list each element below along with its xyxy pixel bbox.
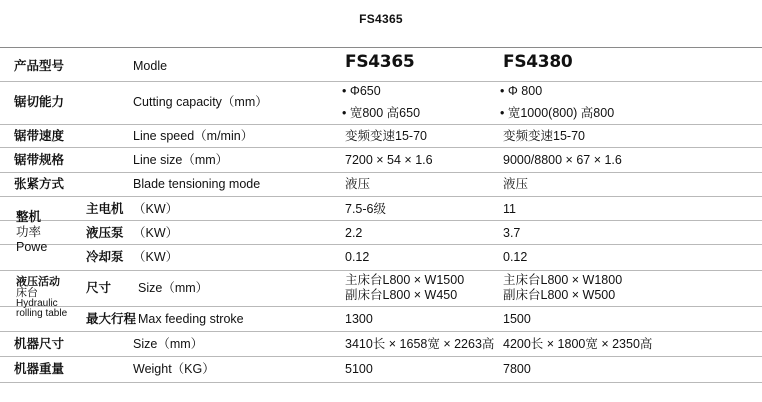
value-b: 4200长 × 1800宽 × 2350高: [503, 337, 653, 351]
value-a: 3410长 × 1658宽 × 2263高: [345, 337, 495, 351]
value-b: 0.12: [503, 250, 528, 264]
value-a: 5100: [345, 362, 373, 376]
table-top-rule: [0, 47, 762, 48]
value-a: 0.12: [345, 250, 370, 264]
row-label-en: Cutting capacity（mm）: [133, 95, 268, 109]
row-label-cn: 机器重量: [14, 362, 65, 376]
row-label-en: Line speed（m/min）: [133, 129, 254, 143]
value-b: • 宽1000(800) 高800: [500, 106, 615, 120]
row-label-en: Modle: [133, 59, 168, 73]
row-label-en: Weight（KG）: [133, 362, 215, 376]
value-b: 液压: [503, 177, 529, 191]
unit-label: （KW）: [133, 250, 179, 264]
row-divider: [0, 81, 762, 82]
value-a: 7.5-6级: [345, 202, 386, 216]
row-label-cn: 产品型号: [14, 59, 65, 73]
row-label-en: Blade tensioning mode: [133, 177, 261, 191]
model-header-b: FS4380: [503, 52, 573, 72]
row-divider: [0, 244, 762, 245]
value-a: 主床台L800 × W1500: [345, 273, 465, 287]
group-label-cn: 液压活动: [16, 276, 60, 288]
value-a: • 宽800 高650: [342, 106, 421, 120]
value-b: 7800: [503, 362, 531, 376]
value-b: 变频变速15-70: [503, 129, 585, 143]
group-label-en: rolling table: [16, 308, 68, 319]
value-b: 9000/8800 × 67 × 1.6: [503, 153, 622, 167]
value-a: 变频变速15-70: [345, 129, 427, 143]
value-a: 液压: [345, 177, 371, 191]
row-divider: [0, 147, 762, 148]
sub-label: 最大行程: [86, 312, 137, 326]
row-label-cn: 机器尺寸: [14, 337, 65, 351]
value-a: • Φ650: [342, 84, 381, 98]
row-divider: [0, 331, 762, 332]
row-label-en: Line size（mm）: [133, 153, 229, 167]
unit-label: Size（mm）: [138, 281, 209, 295]
group-label-cn: 整机: [16, 210, 42, 224]
row-label-cn: 锯切能力: [14, 95, 65, 109]
value-b: 1500: [503, 312, 531, 326]
row-divider: [0, 124, 762, 125]
unit-label: （KW）: [133, 226, 179, 240]
sub-label: 主电机: [86, 202, 124, 216]
row-divider: [0, 356, 762, 357]
row-label-en: Size（mm）: [133, 337, 204, 351]
group-label-en: Powe: [16, 240, 48, 254]
value-a: 1300: [345, 312, 373, 326]
group-label-en: Hydraulic: [16, 298, 58, 309]
value-b: 11: [503, 202, 516, 216]
row-divider: [0, 172, 762, 173]
group-label-cn: 床台: [16, 287, 38, 299]
row-label-cn: 锯带规格: [14, 153, 65, 167]
sub-label: 尺寸: [86, 281, 112, 295]
unit-label: Max feeding stroke: [138, 312, 244, 326]
value-b: 3.7: [503, 226, 521, 240]
row-label-cn: 锯带速度: [14, 129, 65, 143]
model-header-a: FS4365: [345, 52, 415, 72]
sub-label: 冷却泵: [86, 250, 124, 264]
unit-label: （KW）: [133, 202, 179, 216]
row-divider: [0, 306, 762, 307]
value-a: 副床台L800 × W450: [345, 288, 458, 302]
row-label-cn: 张紧方式: [14, 177, 65, 191]
value-b: • Φ 800: [500, 84, 543, 98]
value-b: 主床台L800 × W1800: [503, 273, 623, 287]
value-a: 7200 × 54 × 1.6: [345, 153, 433, 167]
page-title: FS4365: [359, 12, 403, 26]
row-divider: [0, 196, 762, 197]
value-a: 2.2: [345, 226, 363, 240]
sub-label: 液压泵: [86, 226, 124, 240]
row-divider: [0, 220, 762, 221]
value-b: 副床台L800 × W500: [503, 288, 616, 302]
group-label-cn: 功率: [16, 225, 42, 239]
row-divider: [0, 270, 762, 271]
row-divider: [0, 382, 762, 383]
